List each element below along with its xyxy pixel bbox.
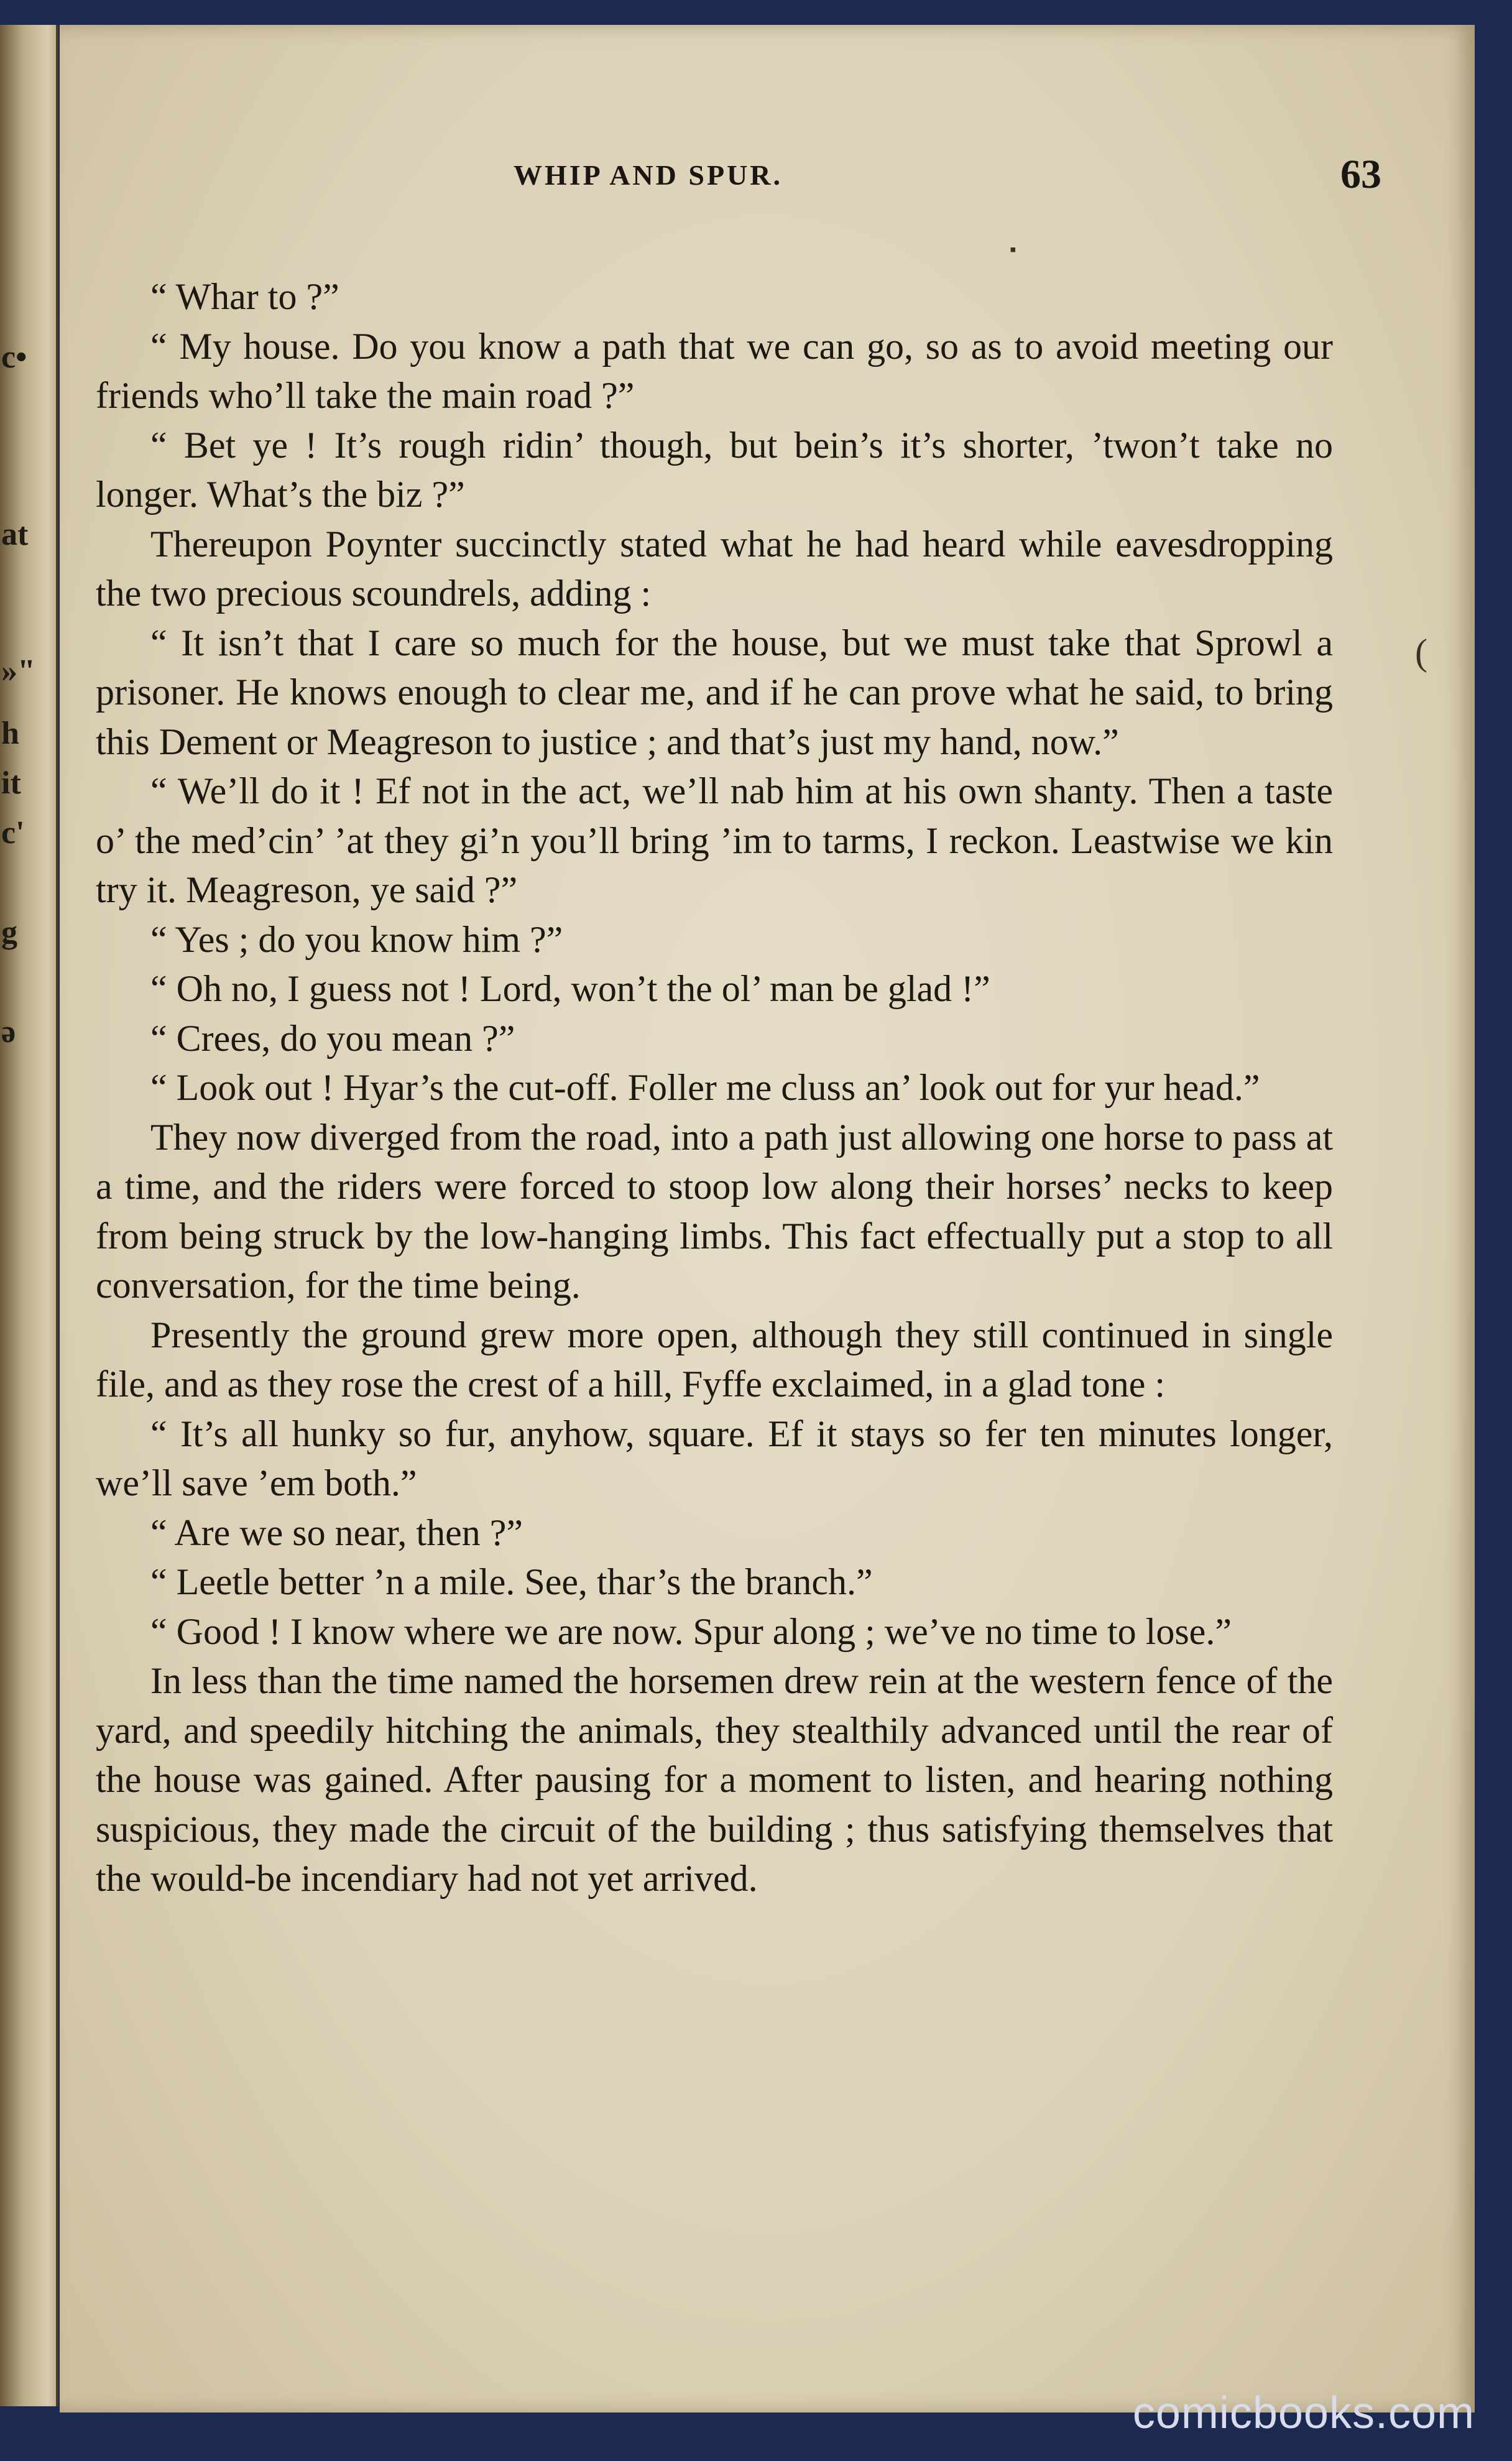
- left-page-fragment: g: [1, 915, 17, 950]
- left-page-fragment: ə: [1, 1014, 16, 1050]
- paragraph: “ Bet ye ! It’s rough ridin’ though, but bein’s it’s shorter, ’twon’t take no longer. What’s the biz ?”: [96, 424, 1333, 515]
- paragraph: They now diverged from the road, into a path just allowing one horse to pass at a time, and the riders were forced to stoop low along their horses’ necks to keep from being struck by the low-hanging limbs. This fact effectually put a stop to all conversation, for the time being.: [96, 1116, 1333, 1306]
- paragraph: Thereupon Poynter succinctly stated what he had heard while eavesdropping the two precious scoundrels, adding :: [96, 523, 1333, 614]
- page-number: 63: [1340, 152, 1381, 197]
- paragraph: “ We’ll do it ! Ef not in the act, we’ll nab him at his own shanty. Then a taste o’ the med’cin’ ’at they gi’n you’ll bring ’im to tarms, I reckon. Leastwise we kin try it. Meagreson, ye said ?”: [96, 770, 1333, 910]
- paragraph: “ Leetle better ’n a mile. See, thar’s the branch.”: [150, 1561, 873, 1602]
- left-page-fragment: c•: [1, 339, 27, 375]
- book-page: [60, 25, 1475, 2413]
- paragraph: “ Look out ! Hyar’s the cut-off. Foller me cluss an’ look out for yur head.”: [150, 1067, 1260, 1108]
- left-page-fragment: c': [1, 815, 25, 851]
- watermark: comicbooks.com: [1132, 2388, 1475, 2438]
- body-text: [96, 272, 1333, 1904]
- left-page-fragment: at: [1, 517, 29, 552]
- paragraph: “ It’s all hunky so fur, anyhow, square. Ef it stays so fer ten minutes longer, we’ll save ’em both.”: [96, 1413, 1333, 1503]
- paragraph: “ It isn’t that I care so much for the house, but we must take that Sprowl a prisoner. He knows enough to clear me, and if he can prove what he said, to bring this Dement or Meagreson to justice ; and that’s just my hand, now.”: [96, 622, 1333, 762]
- paragraph: “ Oh no, I guess not ! Lord, won’t the ol’ man be glad !”: [150, 968, 990, 1009]
- left-page-fragment: h: [1, 716, 19, 751]
- running-head-title: WHIP AND SPUR.: [514, 159, 783, 191]
- margin-pencil-mark: (: [1415, 632, 1427, 673]
- paragraph: In less than the time named the horsemen drew rein at the western fence of the yard, and speedily hitching the animals, they stealthily advanced until the rear of the house was gained. After pausing for a moment to listen, and hearing nothing suspicious, they made the circuit of the building ; thus satisfying themselves that the would-be incendiary had not yet arrived.: [96, 1660, 1333, 1899]
- paragraph: “ Crees, do you mean ?”: [150, 1017, 515, 1059]
- running-head: [60, 152, 1475, 208]
- paragraph: “ Yes ; do you know him ?”: [150, 918, 563, 960]
- paragraph: Presently the ground grew more open, although they still continued in single file, and as they rose the crest of a hill, Fyffe exclaimed, in a glad tone :: [96, 1314, 1333, 1405]
- left-page-fragment: it: [1, 765, 21, 801]
- left-page-fragment: »": [1, 653, 35, 689]
- paragraph: “ Are we so near, then ?”: [150, 1512, 523, 1553]
- paragraph: “ Good ! I know where we are now. Spur along ; we’ve no time to lose.”: [150, 1610, 1232, 1652]
- paragraph: “ My house. Do you know a path that we can go, so as to avoid meeting our friends who’ll take the main road ?”: [96, 325, 1333, 416]
- left-page-edge: [0, 25, 58, 2406]
- ink-speck: ▪: [1010, 239, 1016, 260]
- paragraph: “ Whar to ?”: [150, 276, 339, 317]
